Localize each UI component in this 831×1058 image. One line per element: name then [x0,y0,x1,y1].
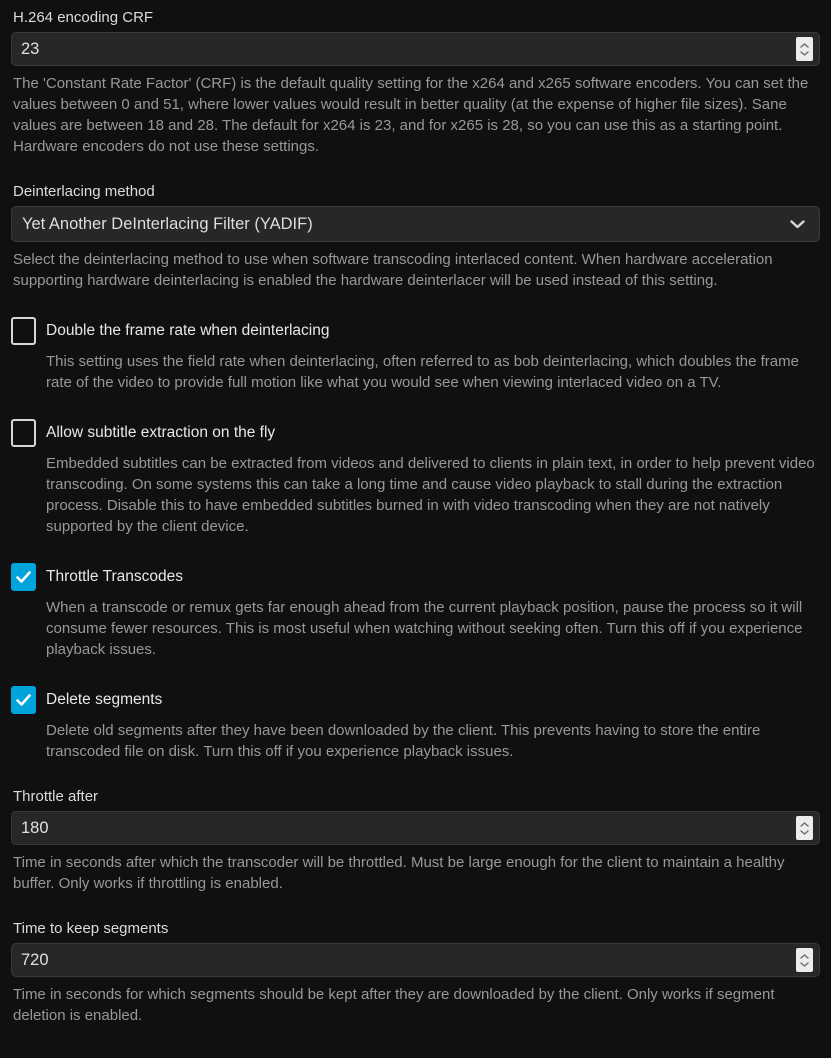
spinner-down-icon[interactable] [800,962,809,967]
throttle-transcodes-checkbox-row[interactable] [11,563,820,591]
segment-keep-time-label: Time to keep segments [13,920,169,937]
chevron-down-icon [790,220,805,229]
crf-input-wrap [11,32,820,66]
throttle-after-number-stepper[interactable] [796,816,813,840]
spinner-up-icon[interactable] [800,822,809,827]
crf-input[interactable] [11,32,820,66]
subtitle-extraction-checkbox-row[interactable] [11,419,820,447]
field-segment-keep-time [11,920,820,1026]
throttle-after-input[interactable] [11,811,820,845]
crf-description: The 'Constant Rate Factor' (CRF) is the default quality setting for the x264 and x265 software encoders. You can set the values between 0 and 51, where lower values would result in better quality (at the expense of higher file sizes). Sane values are between 18 and 28. The default for x264 is 23, and for x265 is 28, so you can use this as a starting point. Hardware encoders do not use these settings. [13,75,809,155]
segment-keep-time-number-stepper[interactable] [796,948,813,972]
delete-segments-checkbox[interactable] [11,686,36,714]
deinterlacing-label: Deinterlacing method [13,183,155,200]
throttle-after-label: Throttle after [13,788,99,805]
crf-label: H.264 encoding CRF [13,9,154,26]
checkmark-icon [16,571,31,583]
crf-number-stepper[interactable] [796,37,813,61]
double-framerate-checkbox-row[interactable] [11,317,820,345]
delete-segments-label: Delete segments [46,691,163,708]
throttle-transcodes-label: Throttle Transcodes [46,568,183,585]
field-throttle-after [11,788,820,894]
segment-keep-time-input[interactable] [11,943,820,977]
checkmark-icon [16,694,31,706]
field-double-framerate [11,317,820,393]
delete-segments-checkbox-row[interactable] [11,686,820,714]
throttle-after-input-wrap [11,811,820,845]
field-delete-segments [11,686,820,762]
field-crf [11,9,820,157]
double-framerate-description: This setting uses the field rate when deinterlacing, often referred to as bob deinterlacing, which doubles the frame rate of the video to provide full motion like what you would see when viewing interlaced video on a TV. [46,353,799,391]
spinner-up-icon[interactable] [800,43,809,48]
deinterlacing-select[interactable] [11,206,820,242]
deinterlacing-selected-value: Yet Another DeInterlacing Filter (YADIF) [22,214,313,233]
field-deinterlacing-method [11,183,820,291]
field-throttle-transcodes [11,563,820,660]
deinterlacing-description: Select the deinterlacing method to use when software transcoding interlaced content. When hardware acceleration supporting hardware deinterlacing is enabled the hardware deinterlacer will be used instead of this setting. [13,251,773,289]
throttle-transcodes-checkbox[interactable] [11,563,36,591]
segment-keep-time-input-wrap [11,943,820,977]
segment-keep-time-description: Time in seconds for which segments should be kept after they are downloaded by the client. Only works if segment deletion is enabled. [13,986,775,1024]
spinner-down-icon[interactable] [800,51,809,56]
double-framerate-label: Double the frame rate when deinterlacing [46,322,330,339]
subtitle-extraction-label: Allow subtitle extraction on the fly [46,424,276,441]
delete-segments-description: Delete old segments after they have been downloaded by the client. This prevents having to store the entire transcoded file on disk. Turn this off if you experience playback issues. [46,722,761,760]
subtitle-extraction-checkbox[interactable] [11,419,36,447]
subtitle-extraction-description: Embedded subtitles can be extracted from videos and delivered to clients in plain text, in order to help prevent video transcoding. On some systems this can take a long time and cause video playback to stall during the extraction process. Disable this to have embedded subtitles burned in with video transcoding when they are not natively supported by the client device. [46,455,815,535]
spinner-up-icon[interactable] [800,954,809,959]
throttle-transcodes-description: When a transcode or remux gets far enough ahead from the current playback position, pause the process so it will consume fewer resources. This is most useful when watching without seeking often. Turn this off if you experience playback issues. [46,599,803,658]
throttle-after-description: Time in seconds after which the transcoder will be throttled. Must be large enough for the client to maintain a healthy buffer. Only works if throttling is enabled. [13,854,785,892]
spinner-down-icon[interactable] [800,830,809,835]
field-subtitle-extraction [11,419,820,537]
double-framerate-checkbox[interactable] [11,317,36,345]
